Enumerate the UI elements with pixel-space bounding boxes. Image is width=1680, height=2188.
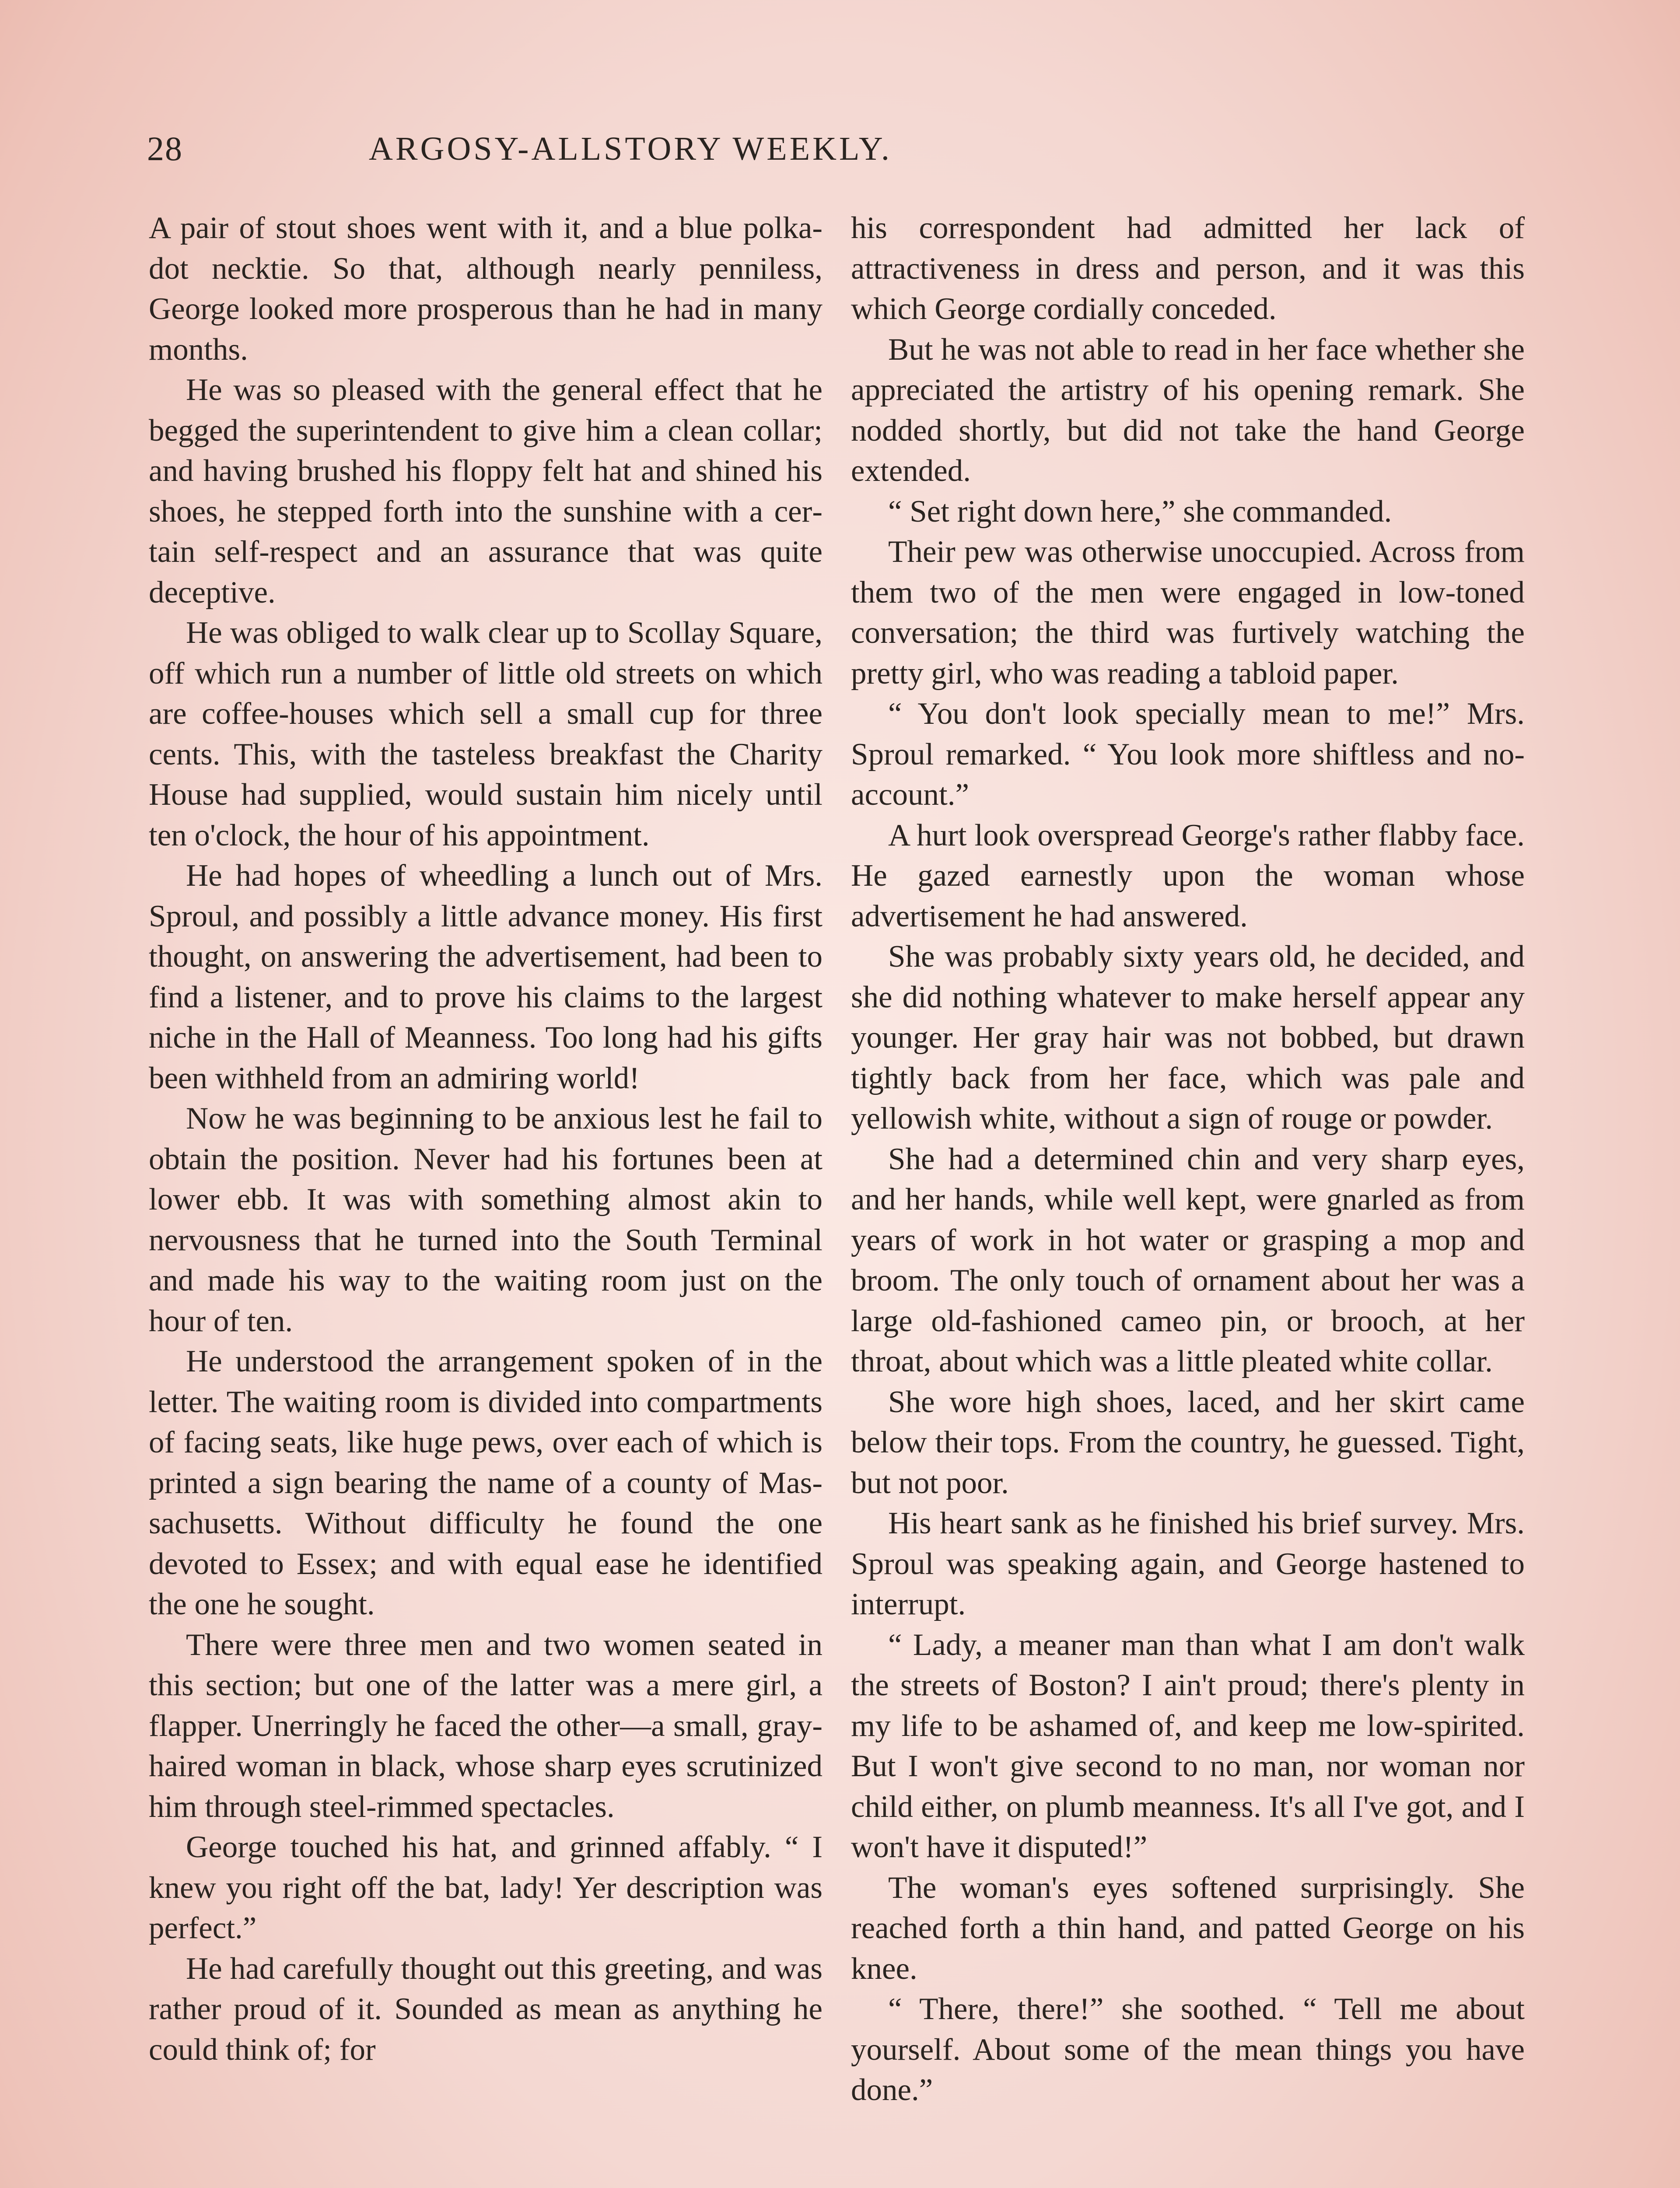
paragraph: Now he was beginning to be anxious lest he fail to obtain the position. Never had his fortunes been at lower ebb. It was with something almost akin to nervousness that he turned into the South Terminal and made his way to the waiting room just on the hour of ten. <box>149 1101 822 1338</box>
text-column-left <box>149 208 822 2070</box>
paragraph: his correspondent had admitted her lack of attractiveness in dress and person, and it was this which George cordially conceded. <box>851 211 1525 326</box>
paragraph: She was probably sixty years old, he decided, and she did nothing whatever to make herself appear any younger. Her gray hair was not bobbed, but drawn tightly back from her face, which was pale and yellowish white, without a sign of rouge or powder. <box>851 940 1525 1136</box>
paragraph: He was so pleased with the general effect that he begged the superintendent to give him a clean collar; and having brushed his floppy felt hat and shined his shoes, he stepped forth into the sunshine with a certain self-respect and an assurance that was quite deceptive. <box>149 373 822 610</box>
paragraph: The woman's eyes softened surprisingly. She reached forth a thin hand, and patted George on his knee. <box>851 1870 1525 1986</box>
text-column-right <box>851 208 1525 2111</box>
paragraph: He was obliged to walk clear up to Scollay Square, off which run a number of little old streets on which are coffee-houses which sell a small cup for three cents. This, with the tasteless breakfast the Charity House had supplied, would sustain him nicely until ten o'clock, the hour of his appointment. <box>149 616 822 852</box>
page-header <box>147 125 1114 173</box>
paragraph: A hurt look overspread George's rather flabby face. He gazed earnestly upon the woman whose advertisement he had answered. <box>851 818 1525 933</box>
paragraph: “ Lady, a meaner man than what I am don't walk the streets of Boston? I ain't proud; there's plenty in my life to be ashamed of, and keep me low-spirited. But I won't give second to no man, nor woman nor child either, on plumb meanness. It's all I've got, and I won't have it disputed!” <box>851 1627 1525 1864</box>
paragraph: He understood the arrangement spoken of in the letter. The waiting room is divided into compartments of facing seats, like huge pews, over each of which is printed a sign bearing the name of a county of Massachusetts. Without difficulty he found the one devoted to Essex; and with equal ease he identified the one he sought. <box>149 1344 822 1621</box>
paragraph: But he was not able to read in her face whether she appreciated the artistry of his opening remark. She nodded shortly, but did not take the hand George extended. <box>851 332 1525 488</box>
running-title: ARGOSY-ALLSTORY WEEKLY. <box>369 130 892 167</box>
paragraph: “ You don't look specially mean to me!” Mrs. Sproul remarked. “ You look more shiftless and no-account.” <box>851 697 1525 812</box>
paragraph: His heart sank as he finished his brief survey. Mrs. Sproul was speaking again, and George hastened to interrupt. <box>851 1506 1525 1621</box>
paragraph: Their pew was otherwise unoccupied. Across from them two of the men were engaged in low-toned conversation; the third was furtively watching the pretty girl, who was reading a tabloid paper. <box>851 535 1525 691</box>
paragraph: He had carefully thought out this greeting, and was rather proud of it. Sounded as mean as anything he could think of; for <box>149 1951 822 2067</box>
paragraph: She had a determined chin and very sharp eyes, and her hands, while well kept, were gnarled as from years of work in hot water or grasping a mop and broom. The only touch of ornament about her was a large old-fashioned cameo pin, or brooch, at her throat, about which was a little pleated white collar. <box>851 1142 1525 1378</box>
paragraph: A pair of stout shoes went with it, and a blue polka-dot necktie. So that, although nearly penniless, George looked more prosperous than he had in many months. <box>149 211 822 367</box>
paragraph: She wore high shoes, laced, and her skirt came below their tops. From the country, he guessed. Tight, but not poor. <box>851 1385 1525 1500</box>
paragraph: He had hopes of wheedling a lunch out of Mrs. Sproul, and possibly a little advance money. His first thought, on answering the advertisement, had been to find a listener, and to prove his claims to the largest niche in the Hall of Meanness. Too long had his gifts been withheld from an admiring world! <box>149 859 822 1095</box>
paragraph: “ Set right down here,” she commanded. <box>888 494 1392 529</box>
paragraph: There were three men and two women seated in this section; but one of the latter was a mere girl, a flapper. Unerringly he faced the other—a small, gray-haired woman in black, whose sharp eyes scrutinized him through steel-rimmed spectacles. <box>149 1627 822 1824</box>
page-number: 28 <box>147 130 183 168</box>
paragraph: “ There, there!” she soothed. “ Tell me about yourself. About some of the mean things you have done.” <box>851 1992 1525 2107</box>
paragraph: George touched his hat, and grinned affably. “ I knew you right off the bat, lady! Yer description was perfect.” <box>149 1830 822 1945</box>
